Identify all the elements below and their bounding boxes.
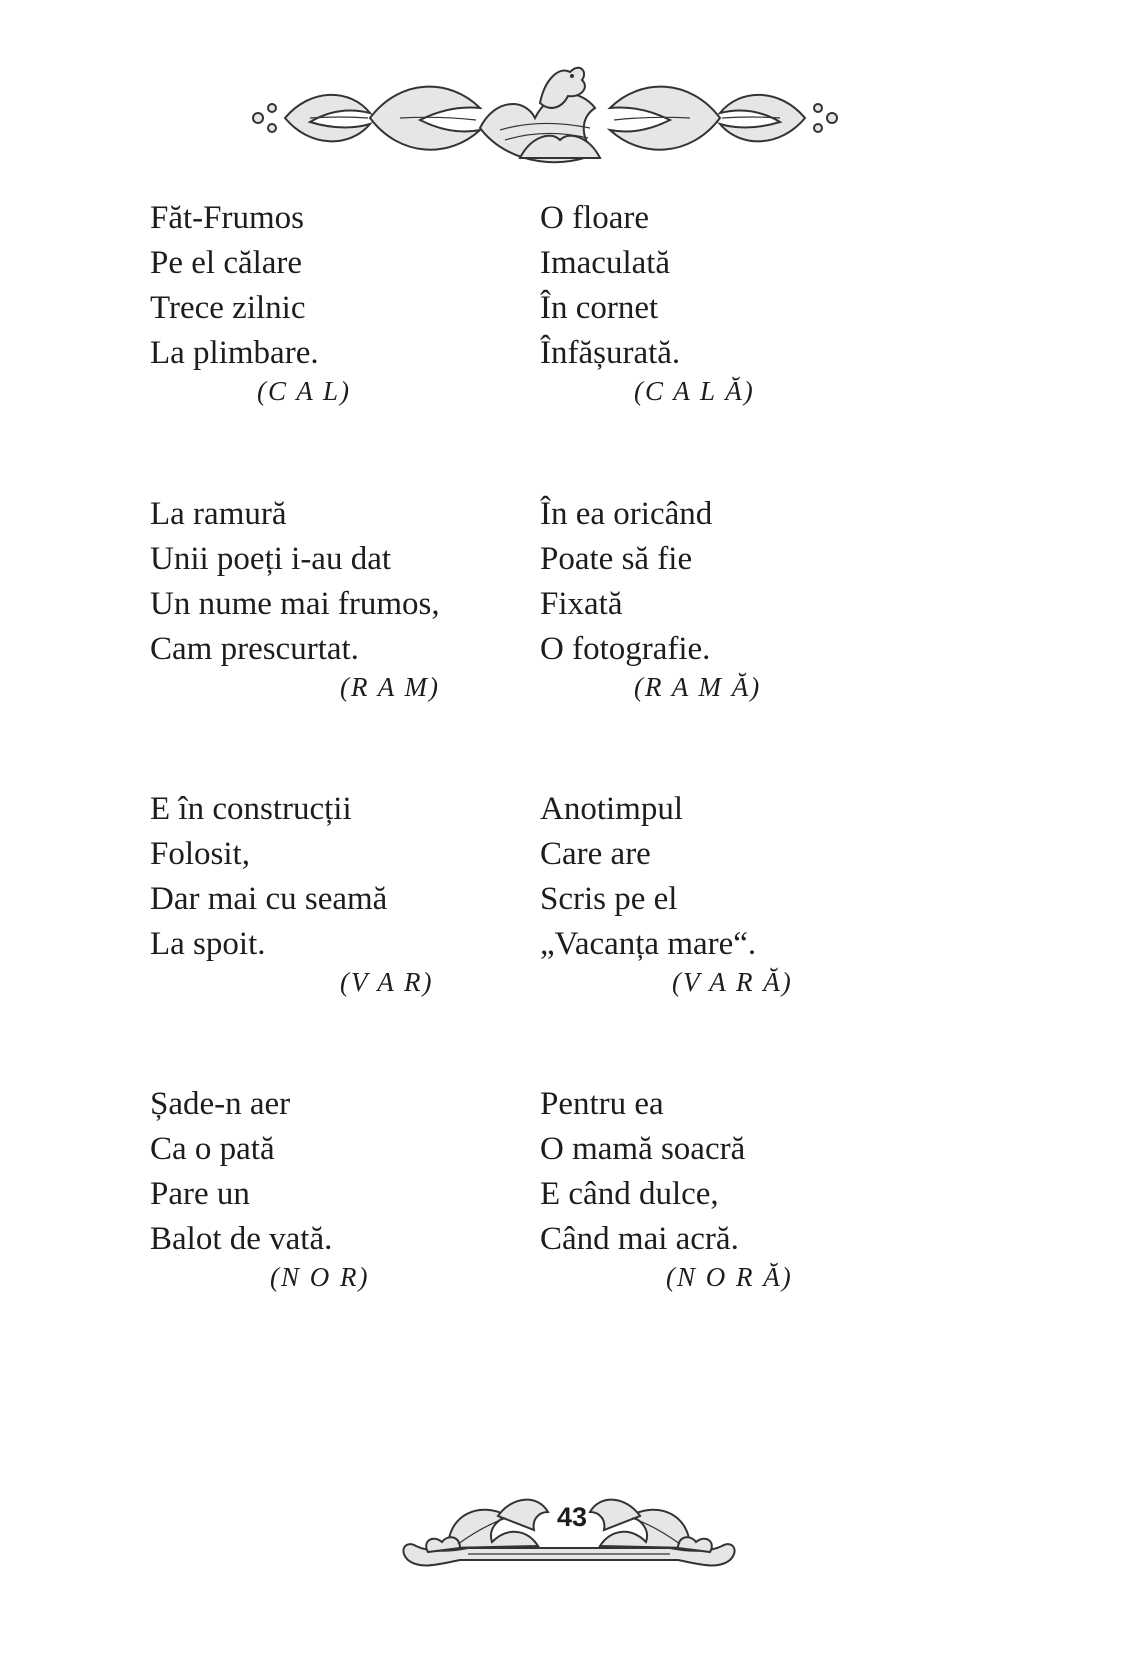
riddle-line: Scris pe el xyxy=(540,881,678,917)
riddle-answer: (R A M) xyxy=(340,672,440,702)
riddle-answer: (C A L Ă) xyxy=(634,376,755,406)
riddle-line: Fixată xyxy=(540,586,623,622)
riddle-cala xyxy=(540,196,755,406)
riddle-line: Imaculată xyxy=(540,245,671,281)
riddle-ram xyxy=(150,492,440,702)
riddle-answer: (V A R) xyxy=(340,967,434,997)
riddle-answer: (C A L) xyxy=(257,376,352,406)
riddle-line: Anotimpul xyxy=(540,791,684,827)
riddle-line: La ramură xyxy=(150,496,287,532)
riddle-line: Ca o pată xyxy=(150,1131,275,1167)
riddle-line: O floare xyxy=(540,200,650,236)
riddle-line: E când dulce, xyxy=(540,1176,719,1212)
leaf-ornament-icon xyxy=(388,1486,750,1582)
riddle-line: Folosit, xyxy=(150,836,250,872)
riddle-line: Pe el călare xyxy=(150,245,303,281)
riddle-nor xyxy=(150,1082,370,1292)
riddle-answer: (N O R) xyxy=(270,1262,370,1292)
riddle-answer: (N O R Ă) xyxy=(666,1262,793,1292)
riddle-line: Făt-Frumos xyxy=(150,200,305,236)
folk-bird-ornament-icon xyxy=(250,58,840,176)
riddle-line: Șade-n aer xyxy=(150,1086,291,1122)
riddle-line: O fotografie. xyxy=(540,631,711,667)
riddle-line: Înfășurată. xyxy=(540,335,681,371)
riddle-line: Trece zilnic xyxy=(150,290,306,326)
riddle-vara xyxy=(540,787,793,997)
riddle-line: E în construcții xyxy=(150,791,352,827)
riddle-line: În cornet xyxy=(540,290,659,326)
riddle-var xyxy=(150,787,434,997)
riddle-answer: (R A M Ă) xyxy=(634,672,762,702)
riddle-line: Când mai acră. xyxy=(540,1221,739,1257)
riddle-rama xyxy=(540,492,762,702)
riddle-line: „Vacanța mare“. xyxy=(540,926,757,962)
riddle-line: Poate să fie xyxy=(540,541,693,577)
riddle-line: Pare un xyxy=(150,1176,250,1212)
riddle-line: Balot de vată. xyxy=(150,1221,333,1257)
riddle-line: În ea oricând xyxy=(540,496,713,532)
riddle-line: Unii poeți i-au dat xyxy=(150,541,392,577)
riddle-line: La plimbare. xyxy=(150,335,319,371)
riddle-answer: (V A R Ă) xyxy=(672,967,793,997)
riddle-line: Dar mai cu seamă xyxy=(150,881,388,917)
riddle-line: Pentru ea xyxy=(540,1086,664,1122)
riddle-nora xyxy=(540,1082,793,1292)
riddle-line: La spoit. xyxy=(150,926,266,962)
riddle-line: Care are xyxy=(540,836,651,872)
page-number: 43 xyxy=(556,1502,588,1532)
riddle-line: Un nume mai frumos, xyxy=(150,586,440,622)
riddle-cal xyxy=(150,196,352,406)
riddle-line: Cam prescurtat. xyxy=(150,631,359,667)
riddle-line: O mamă soacră xyxy=(540,1131,746,1167)
